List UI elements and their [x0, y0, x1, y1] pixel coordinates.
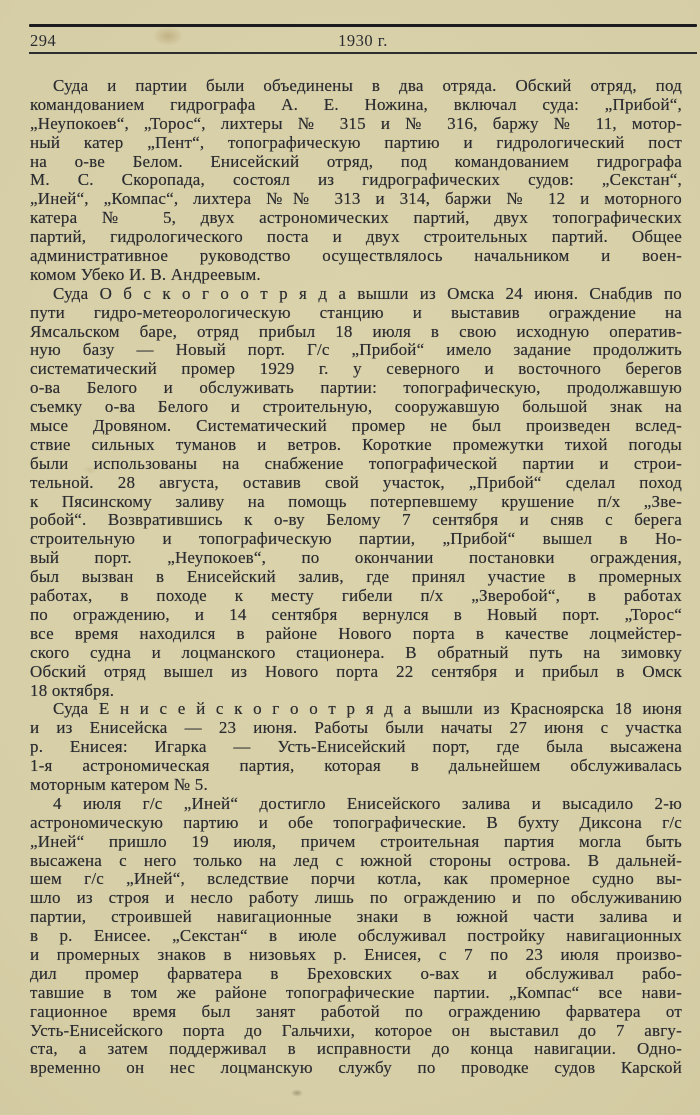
- text-line: ского судна и лоцманского стационера. В обратный путь на зимовку: [30, 642, 682, 662]
- text-line: ствие сильных туманов и ветров. Короткие промежутки тихой погоды: [30, 434, 682, 454]
- text-line: Суда Е н и с е й с к о г о о т р я д а вышли из Красноярска 18 июня: [53, 699, 682, 719]
- text-line: 1-я астрономическая партия, которая в дальнейшем обслуживалась: [30, 756, 682, 776]
- text-line: пути гидро-метеорологическую станцию и выставив ограждение на: [30, 302, 682, 322]
- text-line: были использованы на снабжение топографической партии и строи-: [30, 453, 682, 473]
- text-line: и из Енисейска — 23 июня. Работы были начаты 27 июня с участка: [30, 718, 682, 738]
- text-line: Суда О б с к о г о о т р я д а вышли из Омска 24 июня. Снабдив по: [53, 283, 682, 303]
- text-line: катера № 5, двух астрономических партий, двух топографических: [30, 208, 682, 228]
- text-line: по ограждению, и 14 сентября вернулся в Новый порт. „Торос“: [30, 604, 682, 624]
- text-line: командованием гидрографа А. Е. Ножина, включал суда: „Прибой“,: [30, 94, 682, 114]
- text-line: Суда и партии были объединены в два отряда. Обский отряд, под: [53, 76, 682, 95]
- text-line: на о-ве Белом. Енисейский отряд, под командованием гидрографа: [30, 151, 682, 171]
- text-line: Обский отряд вышел из Нового порта 22 сентября и прибыл в Омск: [30, 661, 682, 681]
- text-line: ный катер „Пент“, топографическую партию и гидрологический пост: [30, 132, 682, 152]
- paragraph-2: [30, 285, 682, 701]
- text-line: М. С. Скоропада, состоял из гидрографических судов: „Секстан“,: [30, 170, 682, 190]
- text-line: партий, гидрологического поста и двух строительных партий. Общее: [30, 227, 682, 247]
- text-line: моторным катером № 5.: [30, 774, 208, 794]
- header-rule-bottom: [29, 52, 697, 54]
- text-line: временно он нес лоцманскую службу по проводке судов Карской: [30, 1058, 682, 1078]
- running-title-year: 1930 г.: [338, 31, 388, 50]
- text-line: ста, а затем поддерживал в исправности до конца навигации. Одно-: [30, 1039, 682, 1059]
- header-row: [29, 28, 697, 52]
- text-line: о-ва Белого и обслуживать партии: топографическую, продолжавшую: [30, 378, 682, 398]
- text-line: дил промер фарватера в Бреховских о-вах и обслуживал рабо-: [30, 963, 682, 983]
- text-line: вый порт. „Неупокоев“, по окончании постановки ограждения,: [30, 548, 682, 568]
- text-line: в р. Енисее. „Секстан“ в июле обслуживал постройку навигационных: [30, 926, 682, 946]
- text-line: съемку о-ва Белого и строительную, сооружавшую большой знак на: [30, 397, 682, 417]
- text-line: комом Убеко И. В. Андреевым.: [30, 264, 261, 284]
- text-line: административное руководство осуществлялось начальником и воен-: [30, 246, 682, 266]
- text-line: Усть-Енисейского порта до Гальчихи, которое он выставил до 7 авгу-: [30, 1020, 682, 1040]
- text-line: шем г/с „Иней“, вследствие порчи котла, как промерное судно вы-: [30, 869, 682, 889]
- paragraph-4: [30, 795, 682, 1078]
- text-line: партии, строившей навигационные знаки в южной части залива и: [30, 907, 682, 927]
- text-line: гационное время был занят работой по ограждению фарватера от: [30, 1001, 682, 1021]
- text-line: строительную и топографическую партии, „Прибой“ вышел в Но-: [30, 529, 682, 549]
- running-header: [29, 24, 697, 54]
- text-line: „Неупокоев“, „Торос“, лихтеры № 315 и № 316, баржу № 11, мотор-: [30, 113, 682, 133]
- text-line: все время находился в районе Нового порта в качестве лоцмейстер-: [30, 623, 682, 643]
- text-line: ную базу — Новый порт. Г/с „Прибой“ имело задание продолжить: [30, 340, 682, 360]
- header-rule-top: [29, 24, 697, 27]
- text-line: высажена с него только на лед с южной стороны острова. В дальней-: [30, 850, 682, 870]
- text-line: астрономическую партию и обе топографические. В бухту Диксона г/с: [30, 812, 682, 832]
- paragraph-3: [30, 700, 682, 794]
- text-line: к Пясинскому заливу на помощь потерпевшему крушение п/х „Зве-: [30, 491, 682, 511]
- page-number: 294: [30, 31, 57, 50]
- text-line: „Иней“ пришло 19 июля, причем строительная партия могла быть: [30, 831, 682, 851]
- text-line: был вызван в Енисейский залив, где принял участие в промерных: [30, 567, 682, 587]
- text-line: работах, в походе к месту гибели п/х „Зверобой“, в работах: [30, 586, 682, 606]
- text-line: шло из строя и несло работу лишь по ограждению и по обслуживанию: [30, 888, 682, 908]
- text-line: тавшие в том же районе топографические партии. „Компас“ все нави-: [30, 982, 682, 1002]
- text-line: 18 октября.: [30, 680, 115, 700]
- body-text: [30, 77, 682, 1078]
- text-line: систематический промер 1929 г. у северного и восточного берегов: [30, 359, 682, 379]
- text-line: Ямсальском баре, отряд прибыл 18 июля в свою исходную оператив-: [30, 321, 682, 341]
- text-line: 4 июля г/с „Иней“ достигло Енисейского залива и высадило 2-ю: [53, 793, 682, 813]
- text-line: мысе Дровяном. Систематический промер не был произведен вслед-: [30, 416, 682, 436]
- text-line: „Иней“, „Компас“, лихтера №№ 313 и 314, баржи № 12 и моторного: [30, 189, 682, 209]
- paragraph-1: [30, 77, 682, 285]
- text-line: р. Енисея: Игарка — Усть-Енисейский порт, где была высажена: [30, 737, 682, 757]
- text-line: тельной. 28 августа, оставив свой участок, „Прибой“ сделал поход: [30, 472, 682, 492]
- text-line: робой“. Возвратившись к о-ву Белому 7 сентября и сняв с берега: [30, 510, 682, 530]
- text-line: и промерных знаков в низовьях р. Енисея, с 7 по 23 июля произво-: [30, 944, 682, 964]
